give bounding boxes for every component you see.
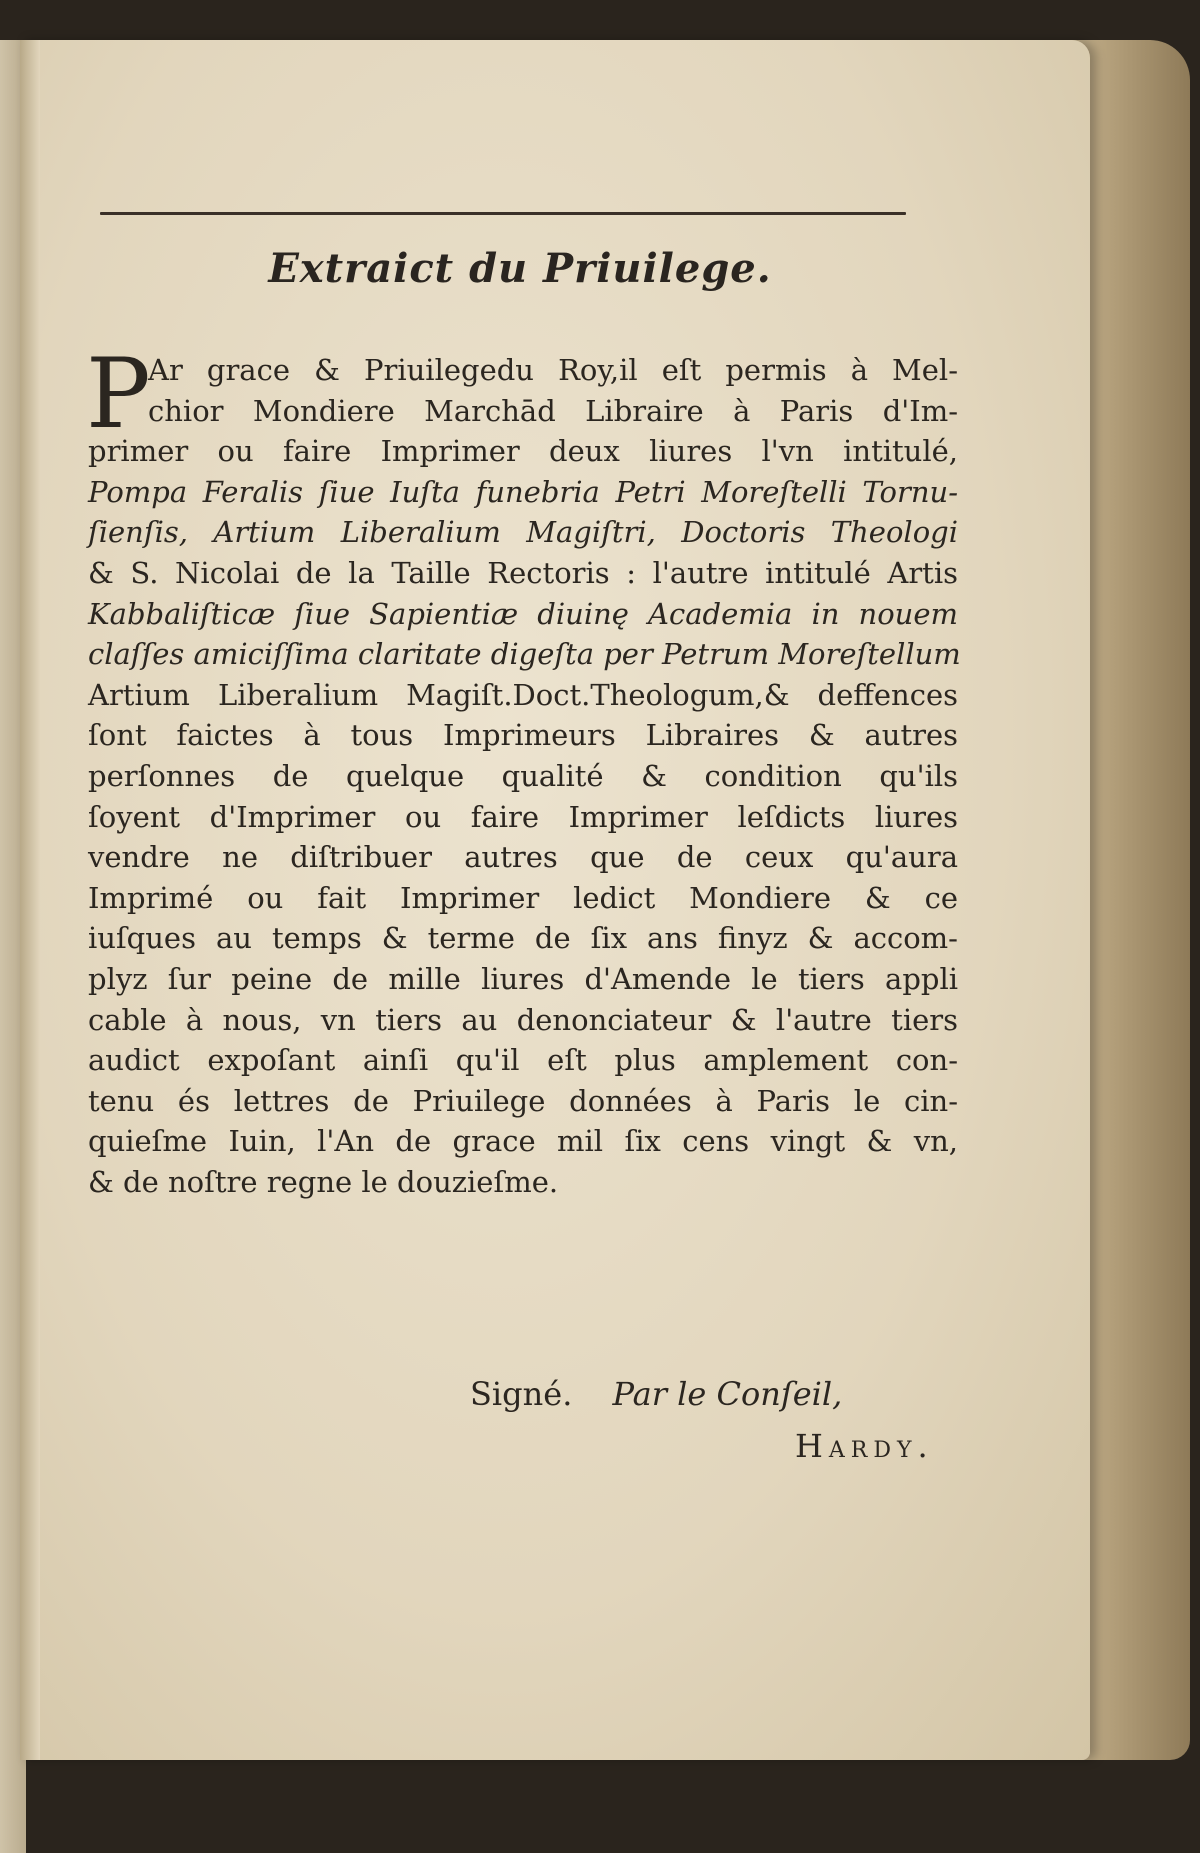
text-line: ſienſis, Artium Liberalium Magiſtri, Doctoris Theologi bbox=[88, 515, 958, 550]
text-line: & S. Nicolai de la Taille Rectoris : l'autre intitulé Artis bbox=[88, 555, 958, 590]
text-line: cable à nous, vn tiers au denonciateur & l'autre tiers bbox=[88, 1002, 958, 1037]
par-le-conseil: Par le Conſeil, bbox=[612, 1375, 843, 1413]
text-line: ſont faictes à tous Imprimeurs Libraires & autres bbox=[88, 718, 958, 753]
text-line: Ar grace & Priuilegedu Roy,il eſt permis à Mel- bbox=[148, 353, 958, 387]
text-line: audict expoſant ainſi qu'il eſt plus amplement con- bbox=[88, 1043, 958, 1078]
text-line: ſoyent d'Imprimer ou faire Imprimer leſdicts liures bbox=[88, 799, 958, 834]
signe-label: Signé. bbox=[470, 1375, 573, 1413]
text-line: Kabbaliſticæ ſiue Sapientiæ diuinę Academia in nouem bbox=[88, 596, 958, 631]
text-line: chior Mondiere Marchād Libraire à Paris d'Im- bbox=[148, 393, 958, 428]
text-line: plyz ſur peine de mille liures d'Amende le tiers appli bbox=[88, 961, 958, 996]
text-line: primer ou faire Imprimer deux liures l'vn intitulé, bbox=[88, 434, 958, 469]
text-line: vendre ne diſtribuer autres que de ceux qu'aura bbox=[88, 840, 958, 875]
drop-cap: P bbox=[86, 338, 151, 450]
text-line: Pompa Feralis ſiue Iuſta funebria Petri Moreſtelli Tornu- bbox=[88, 474, 958, 509]
text-line: claſſes amiciſſima claritate digeſta per Petrum Moreſtellum bbox=[88, 637, 961, 672]
privilege-text bbox=[88, 350, 961, 1202]
text-line: Imprimé ou fait Imprimer ledict Mondiere & ce bbox=[88, 880, 958, 915]
page-heading: Extraict du Priuilege. bbox=[268, 245, 772, 292]
text-line: & de noſtre regne le douzieſme. bbox=[88, 1164, 559, 1199]
signature-line bbox=[470, 1375, 842, 1413]
gutter-shadow bbox=[20, 40, 40, 1760]
text-line: perſonnes de quelque qualité & condition qu'ils bbox=[88, 758, 958, 793]
header-rule bbox=[100, 212, 906, 215]
signatory-name: Hardy. bbox=[795, 1427, 934, 1465]
text-line: iuſques au temps & terme de ſix ans finyz & accom- bbox=[88, 921, 958, 956]
text-line: quieſme Iuin, l'An de grace mil ſix cens vingt & vn, bbox=[88, 1124, 958, 1159]
text-line: Artium Liberalium Magiſt.Doct.Theologum,& deffences bbox=[88, 677, 958, 712]
text-line: tenu és lettres de Priuilege données à Paris le cin- bbox=[88, 1083, 958, 1118]
